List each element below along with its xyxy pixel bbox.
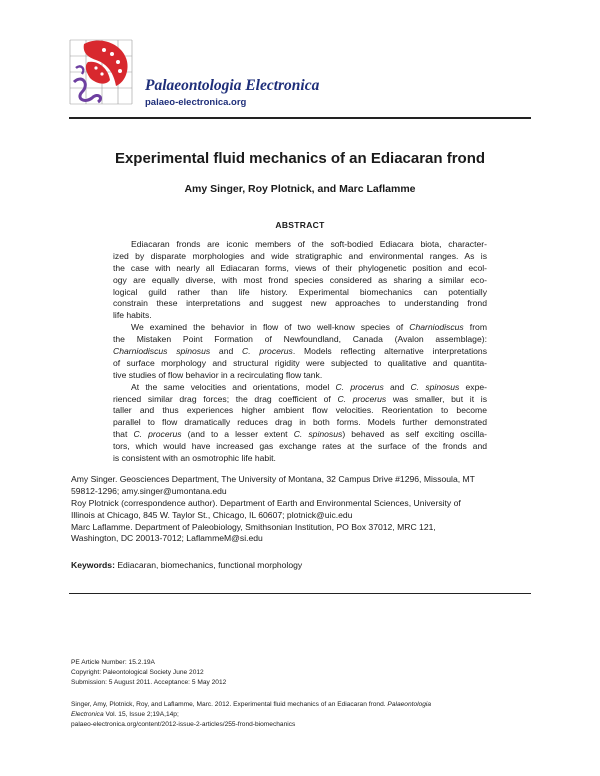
abstract-line: rienced similar drag forces; the drag coefficient of C. procerus was smaller, but it is bbox=[113, 393, 488, 404]
abstract-line: parallel to flow dramatically reduces drag in both forms. Models further demonstrated bbox=[113, 417, 487, 428]
abstract-line: the Mistaken Point Formation of Newfoundland, Canada (Avalon assemblage): bbox=[113, 334, 487, 345]
citation-url[interactable]: palaeo-electronica.org/content/2012-issue-2-articles/255-frond-biomechanics bbox=[71, 721, 296, 728]
header-divider bbox=[69, 117, 531, 119]
abstract-line: constrain these interpretations and suggest new approaches to understanding frond bbox=[113, 298, 487, 309]
keywords-label: Keywords: bbox=[71, 560, 115, 570]
abstract-line: taller and thus experiences higher ambient flow velocities. Reorientation to become bbox=[113, 405, 487, 416]
journal-name: Palaeontologia Electronica bbox=[145, 77, 320, 94]
author-affiliations bbox=[71, 474, 531, 545]
abstract-line: is consistent with an osmotrophic life habit. bbox=[113, 453, 276, 464]
footer-divider bbox=[69, 593, 531, 594]
affiliation-line: Washington, DC 20013-7012; LaflammeM@si.edu bbox=[71, 533, 263, 544]
citation-line: Singer, Amy, Plotnick, Roy, and Laflamme, Marc. 2012. Experimental fluid mechanics of an Ediacaran frond. Palaeontologia bbox=[71, 701, 432, 708]
citation-line: Electronica Vol. 15, Issue 2;19A,14p; bbox=[71, 711, 179, 718]
abstract-line: the case with nearly all Ediacaran forms, views of their phylogenetic position and ecol- bbox=[113, 262, 487, 273]
affiliation-line: 59812-1296; amy.singer@umontana.edu bbox=[71, 485, 227, 496]
abstract-line: logical guild rather than life history. Experimental biomechanics can potentially bbox=[113, 286, 487, 297]
affiliation-line: Marc Laflamme. Department of Paleobiology, Smithsonian Institution, PO Box 37012, MRC 121, bbox=[71, 521, 436, 532]
abstract-line: tors, which would have increased gas exchange rates at the surface of the fronds and bbox=[113, 441, 487, 452]
affiliation-line: Illinois at Chicago, 845 W. Taylor St., Chicago, IL 60607; plotnick@uic.edu bbox=[71, 509, 353, 520]
abstract-line: Ediacaran fronds are iconic members of the soft-bodied Ediacara biota, character- bbox=[131, 239, 487, 249]
abstract-line: life habits. bbox=[113, 310, 152, 321]
journal-logo-icon bbox=[68, 38, 134, 106]
citation bbox=[71, 700, 431, 730]
abstract-body bbox=[113, 239, 487, 465]
submission-dates: Submission: 5 August 2011. Acceptance: 5 May 2012 bbox=[71, 679, 227, 686]
abstract-line: Charniodiscus spinosus and C. procerus. Models reflecting alternative interpretations bbox=[113, 346, 488, 357]
abstract-line: that C. procerus (and to a lesser extent C. spinosus) behaved as self exciting oscilla- bbox=[113, 429, 487, 440]
abstract-line: tive studies of flow behavior in a recirculating flow tank. bbox=[113, 369, 323, 380]
abstract-line: We examined the behavior in flow of two well-know species of Charniodiscus from bbox=[131, 322, 487, 333]
paper-title: Experimental fluid mechanics of an Ediacaran frond bbox=[114, 150, 486, 167]
affiliation-line: Roy Plotnick (correspondence author). Department of Earth and Environmental Sciences, University of bbox=[71, 497, 461, 508]
abstract-line: of surface morphology and structural rigidity were subjected to qualitative and quantita- bbox=[113, 357, 487, 368]
author-list: Amy Singer, Roy Plotnick, and Marc Laflamme bbox=[184, 183, 416, 195]
journal-url[interactable]: palaeo-electronica.org bbox=[145, 97, 247, 108]
copyright: Copyright: Paleontological Society June 2012 bbox=[71, 669, 204, 676]
article-number: PE Article Number: 15.2.19A bbox=[71, 659, 155, 666]
abstract-line: ogy are equally diverse, with most frond species considered as sharing a similar eco- bbox=[113, 274, 487, 285]
abstract-heading: ABSTRACT bbox=[275, 220, 325, 230]
abstract-line: At the same velocities and orientations, model C. procerus and C. spinosus expe- bbox=[131, 381, 487, 392]
affiliation-line: Amy Singer. Geosciences Department, The University of Montana, 32 Campus Drive #1296, Missoula, MT bbox=[71, 474, 475, 484]
keywords bbox=[71, 560, 302, 570]
keywords-text: Ediacaran, biomechanics, functional morphology bbox=[114, 560, 303, 570]
abstract-line: ized by disparate morphologies and wide stratigraphic and environmental ranges. As is bbox=[113, 250, 487, 261]
